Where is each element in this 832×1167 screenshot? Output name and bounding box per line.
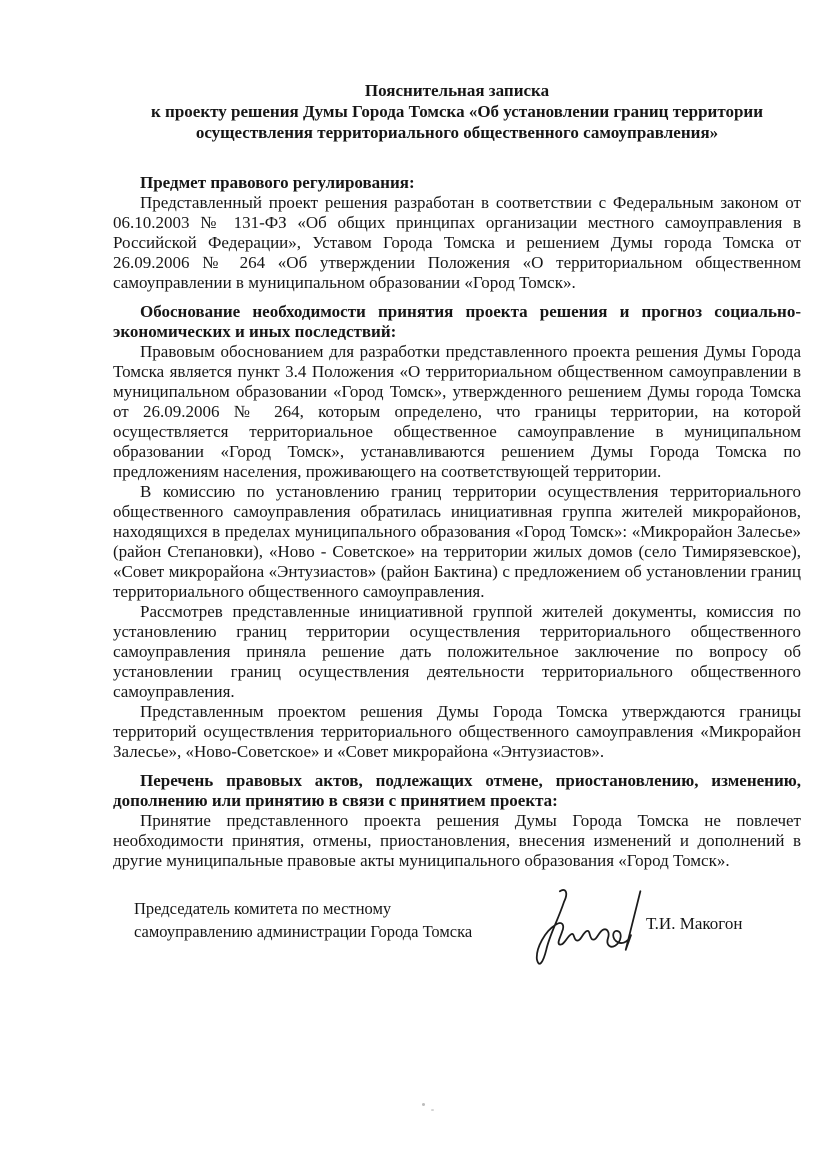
document-title <box>113 80 801 143</box>
section-heading: Перечень правовых актов, подлежащих отмене, приостановлению, изменению, дополнению или принятию в связи с принятием проекта: <box>113 771 801 810</box>
paragraph: В комиссию по установлению границ территории осуществления территориального общественного самоуправления обратилась инициативная группа жителей микрорайонов, находящихся в пределах муниципального образования «Город Томск»: «Микрорайон Залесье» (район Степановки), «Ново - Советское» на территории жилых домов (село Тимирязевское), «Совет микрорайона «Энтузиастов» (район Бактина) с предложением об установлении границ территориального общественного самоуправления. <box>113 482 801 601</box>
handwritten-signature-icon <box>528 885 644 977</box>
scan-speck <box>431 1109 434 1111</box>
paragraph: Рассмотрев представленные инициативной группой жителей документы, комиссия по установлению границ территории осуществления территориального общественного самоуправления приняла решение дать положительное заключение по вопросу об установлении границ осуществления деятельности территориального общественного самоуправления. <box>113 602 801 701</box>
paragraph: Правовым обоснованием для разработки представленного проекта решения Думы Города Томска является пункт 3.4 Положения «О территориальном общественном самоуправлении в муниципальном образовании «Город Томск», утвержденного решением Думы города Томска от 26.09.2006 № 264, которым определено, что границы территории, на которой осуществляется территориальное общественное самоуправление в муниципальном образовании «Город Томск», устанавливаются решением Думы Города Томска по предложениям населения, проживающего на соответствующей территории. <box>113 342 801 481</box>
title-line-3: осуществления территориального общественного самоуправления» <box>195 123 719 142</box>
scan-speck <box>422 1103 425 1106</box>
signatory-name: Т.И. Макогон <box>646 914 743 933</box>
section-heading: Предмет правового регулирования: <box>140 173 415 192</box>
title-line-2: к проекту решения Думы Города Томска «Об установлении границ территории <box>151 102 763 121</box>
title-line-1: Пояснительная записка <box>364 81 550 100</box>
paragraph: Принятие представленного проекта решения Думы Города Томска не повлечет необходимости принятия, отмены, приостановления, внесения изменений и дополнений в другие муниципальные правовые акты муниципального образования «Город Томск». <box>113 811 801 870</box>
section-heading: Обоснование необходимости принятия проекта решения и прогноз социально-экономических и иных последствий: <box>113 302 801 341</box>
section-list-of-legal-acts <box>113 771 801 871</box>
paragraph: Представленный проект решения разработан в соответствии с Федеральным законом от 06.10.2003 № 131-ФЗ «Об общих принципах организации местного самоуправления в Российской Федерации», Уставом Города Томска и решением Думы города Томска от 26.09.2006 № 264 «Об утверждении Положения «О территориальном общественном самоуправлении в муниципальном образовании «Город Томск». <box>113 193 801 292</box>
paragraph: Представленным проектом решения Думы Города Томска утверждаются границы территорий осуществления территориального общественного самоуправления «Микрорайон Залесье», «Ново-Советское» и «Совет микрорайона «Энтузиастов». <box>113 702 801 761</box>
signature-position-line-1: Председатель комитета по местному <box>134 899 392 918</box>
signature-position-title <box>134 897 534 943</box>
section-justification <box>113 302 801 762</box>
section-subject-of-regulation <box>113 173 801 293</box>
document-body <box>113 80 801 871</box>
signature-position-line-2: самоуправлению администрации Города Томска <box>134 922 473 941</box>
